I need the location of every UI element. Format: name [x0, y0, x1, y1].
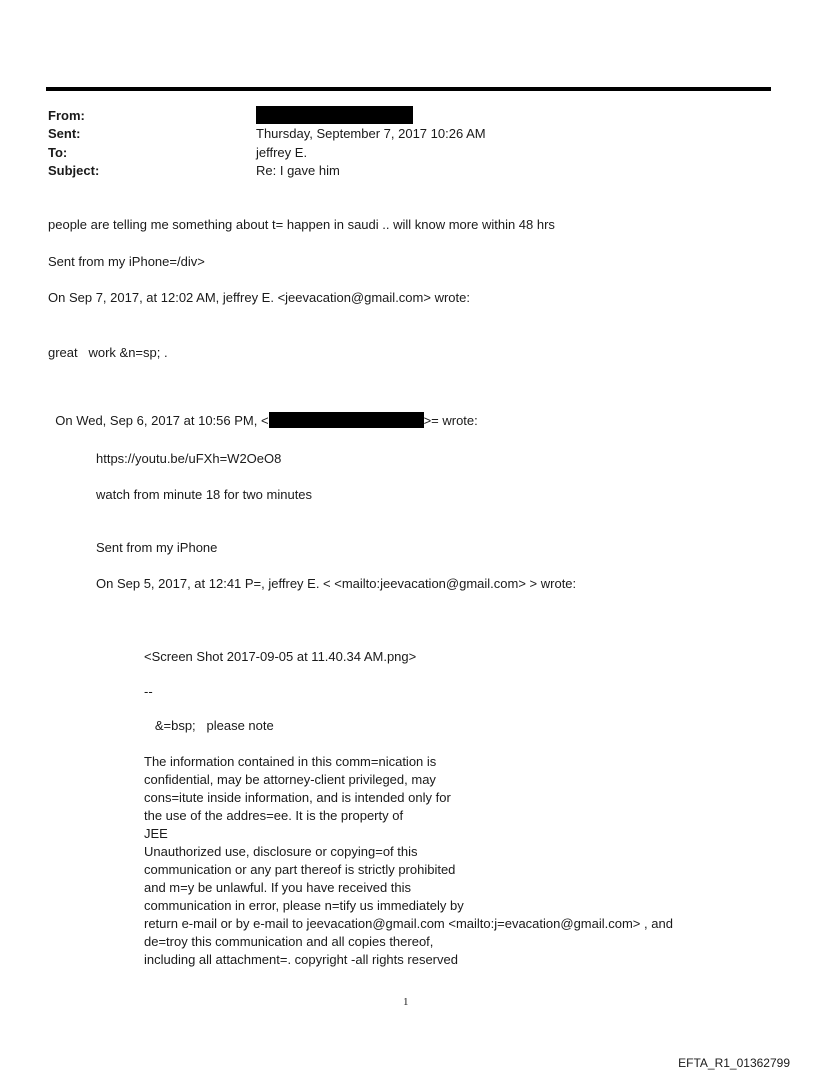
body-line-3: On Sep 7, 2017, at 12:02 AM, jeffrey E. <jeevacation@gmail.com> wrote:	[48, 290, 470, 305]
page-number: 1	[403, 996, 409, 1008]
disclaimer-block	[144, 753, 673, 969]
quoted-line-4: On Sep 5, 2017, at 12:41 P=, jeffrey E. < <mailto:jeevacation@gmail.com> > wrote:	[96, 576, 577, 591]
disclaimer-line: The information contained in this comm=nication is	[144, 754, 437, 769]
disclaimer-line: the use of the addres=ee. It is the property of	[144, 808, 404, 823]
disclaimer-line: confidential, may be attorney-client privileged, may	[144, 772, 436, 787]
disclaimer-line: communication or any part thereof is strictly prohibited	[144, 862, 456, 877]
nested-line-2: --	[144, 684, 153, 699]
body-line-5	[48, 397, 478, 428]
bates-number: EFTA_R1_01362799	[678, 1056, 790, 1070]
disclaimer-line: return e-mail or by e-mail to jeevacation@gmail.com <mailto:j=evacation@gmail.com> , and	[144, 916, 673, 931]
body-line-4: great work &n=sp; .	[48, 345, 168, 360]
subject-value: Re: I gave him	[256, 163, 340, 178]
quoted-line-3: Sent from my iPhone	[96, 540, 218, 555]
subject-label: Subject:	[48, 163, 100, 178]
quoted-line-2: watch from minute 18 for two minutes	[96, 487, 313, 502]
quoted-link[interactable]: https://youtu.be/uFXh=W2OeO8	[96, 451, 282, 466]
disclaimer-line: Unauthorized use, disclosure or copying=of this	[144, 844, 418, 859]
to-value: jeffrey E.	[256, 145, 308, 160]
header-rule	[46, 87, 771, 91]
disclaimer-line: de=troy this communication and all copies thereof,	[144, 934, 434, 949]
disclaimer-line: communication in error, please n=tify us immediately by	[144, 898, 464, 913]
body-line-1: people are telling me something about t= happen in saudi .. will know more within 48 hrs	[48, 217, 555, 232]
disclaimer-line: and m=y be unlawful. If you have received this	[144, 880, 412, 895]
body-line-5-suffix: >= wrote:	[423, 413, 478, 428]
disclaimer-line: JEE	[144, 826, 168, 841]
to-label: To:	[48, 145, 68, 160]
nested-line-3: &=bsp; please note	[144, 718, 274, 733]
body-line-5-prefix: On Wed, Sep 6, 2017 at 10:56 PM, <	[55, 413, 269, 428]
disclaimer-line: including all attachment=. copyright -all rights reserved	[144, 952, 458, 967]
sent-value: Thursday, September 7, 2017 10:26 AM	[256, 126, 486, 141]
from-label: From:	[48, 108, 85, 123]
nested-line-1: <Screen Shot 2017-09-05 at 11.40.34 AM.png>	[144, 649, 417, 664]
body-line-2: Sent from my iPhone=/div>	[48, 254, 205, 269]
from-redaction	[256, 106, 413, 124]
email-redaction	[269, 412, 424, 428]
sent-label: Sent:	[48, 126, 81, 141]
disclaimer-line: cons=itute inside information, and is intended only for	[144, 790, 451, 805]
